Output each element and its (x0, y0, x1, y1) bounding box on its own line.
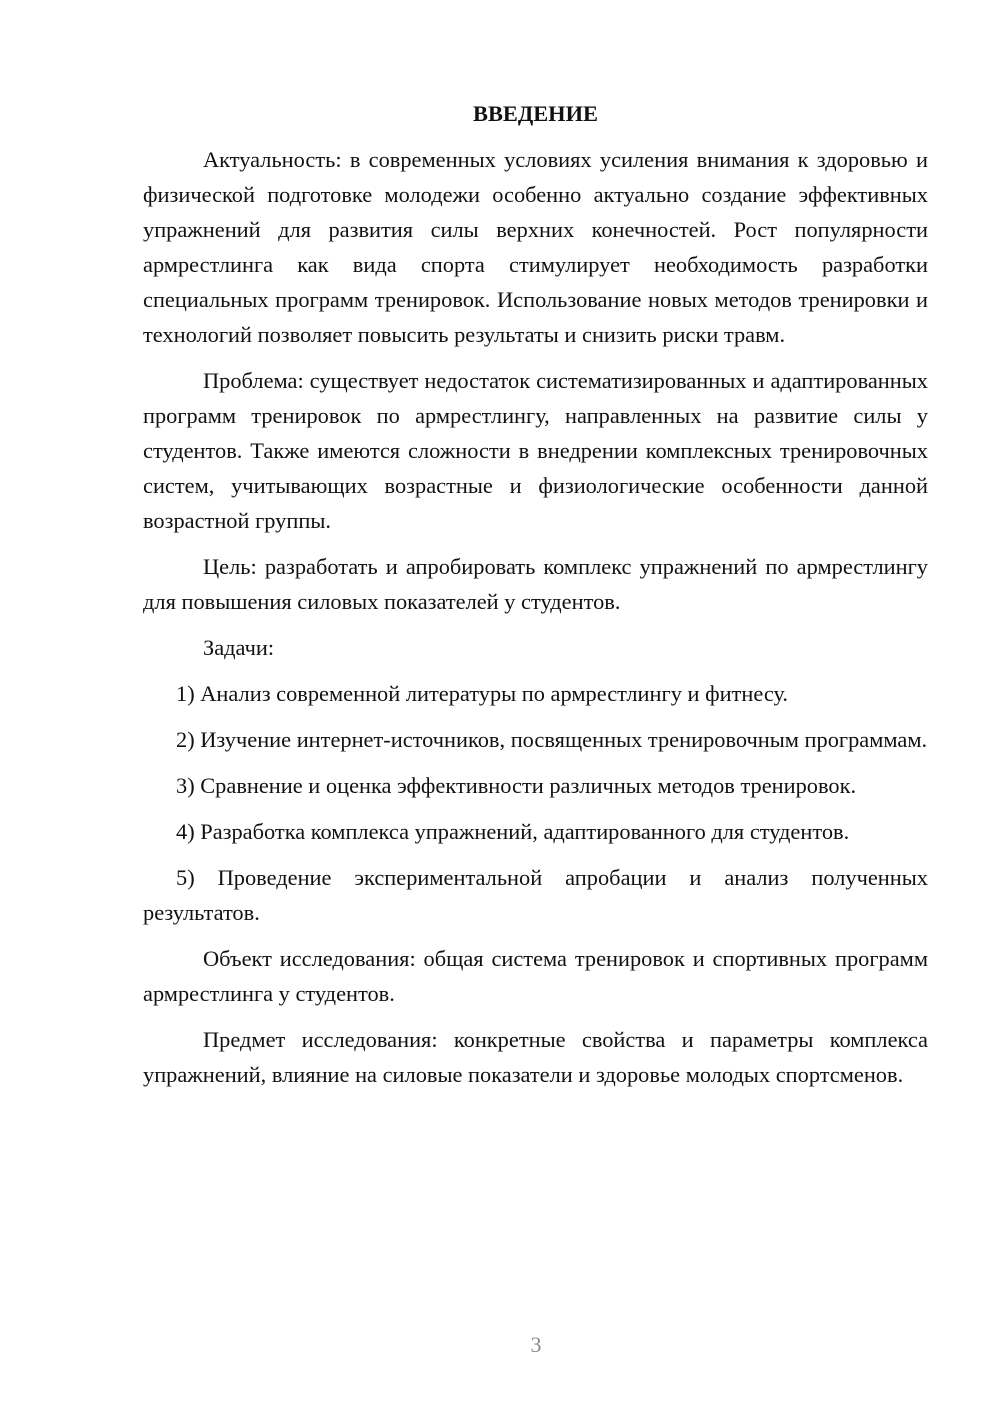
paragraph-relevance: Актуальность: в современных условиях усиления внимания к здоровью и физической подготовке молодежи особенно актуально создание эффективных упражнений для развития силы верхних конечностей. Рост популярности армрестлинга как вида спорта стимулирует необходимость разработки специальных программ тренировок. Использование новых методов тренировки и технологий позволяет повысить результаты и снизить риски травм. (143, 147, 928, 347)
section-title: ВВЕДЕНИЕ (473, 101, 598, 126)
task-item-2: 2) Изучение интернет-источников, посвященных тренировочным программам. (176, 727, 928, 752)
paragraph-goal: Цель: разработать и апробировать комплекс упражнений по армрестлингу для повышения силовых показателей у студентов. (143, 554, 928, 614)
tasks-heading: Задачи: (203, 635, 275, 660)
paragraph-object: Объект исследования: общая система тренировок и спортивных программ армрестлинга у студентов. (143, 946, 928, 1006)
paragraph-problem: Проблема: существует недостаток систематизированных и адаптированных программ тренировок по армрестлингу, направленных на развитие силы у студентов. Также имеются сложности в внедрении комплексных тренировочных систем, учитывающих возрастные и физиологические особенности данной возрастной группы. (143, 368, 928, 533)
document-page (143, 96, 928, 1103)
task-item-3: 3) Сравнение и оценка эффективности различных методов тренировок. (176, 773, 857, 798)
task-item-5: 5) Проведение экспериментальной апробации и анализ полученных результатов. (143, 865, 928, 925)
paragraph-subject: Предмет исследования: конкретные свойства и параметры комплекса упражнений, влияние на силовые показатели и здоровье молодых спортсменов. (143, 1027, 928, 1087)
page-number: 3 (530, 1332, 542, 1357)
task-item-1: 1) Анализ современной литературы по армрестлингу и фитнесу. (176, 681, 789, 706)
task-item-4: 4) Разработка комплекса упражнений, адаптированного для студентов. (176, 819, 850, 844)
